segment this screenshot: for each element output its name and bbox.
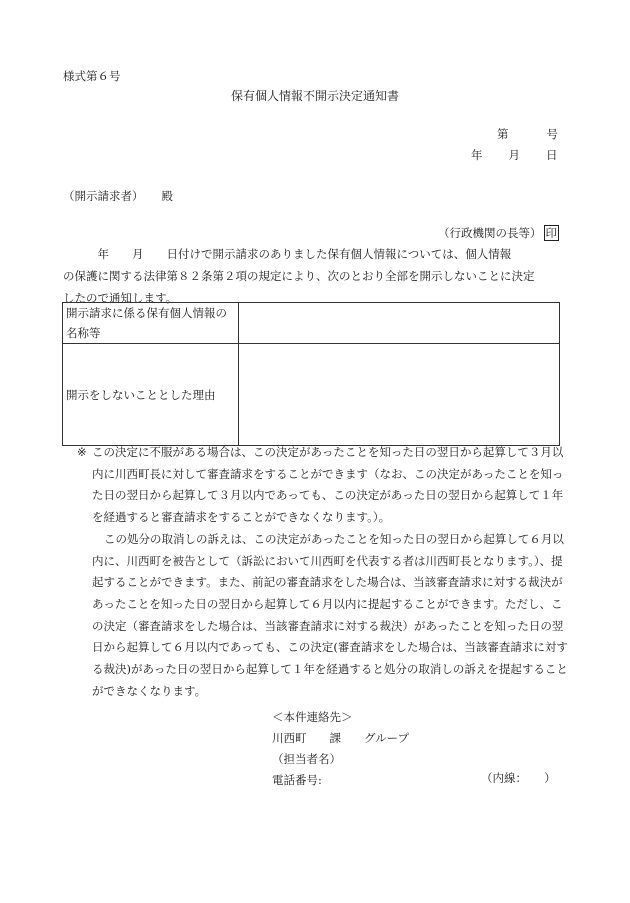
table-row — [63, 344, 560, 446]
issue-date — [471, 147, 558, 163]
document-title: 保有個人情報不開示決定通知書 — [230, 89, 399, 103]
decision-table — [62, 302, 560, 446]
note-mark: ※ — [77, 445, 87, 459]
intro-line-3: したので通知します。 — [63, 291, 178, 305]
note-appeal-text: この決定に不服がある場合は、この決定があったことを知った日の翌日から起算して３月以内に川西町長に対して審査請求をすることができます（なお、この決定があったことを知った日の翌日から起算して３月以内であっても、この決定があった日の翌日から起算して１年を経過すると審査請求をすることができなくなります。）。 — [92, 445, 564, 525]
document-number — [497, 126, 558, 142]
reason-value — [239, 344, 560, 446]
contact-extension: （内線： ） — [481, 771, 556, 785]
contact-phone: 電話番号: — [272, 773, 322, 787]
issuer-label: （行政機関の長等） — [438, 226, 542, 240]
date-year: 年 — [471, 148, 483, 162]
intro-line-1: 年 月 日付けで開示請求のありました保有個人情報については、個人情報 — [63, 247, 512, 261]
info-name-value — [239, 303, 560, 344]
date-day: 日 — [546, 148, 558, 162]
contact-person: （担当者名） — [272, 752, 341, 766]
note-lawsuit: この処分の取消しの訴えは、この決定があったことを知った日の翌日から起算して６月以内に、川西町を被告として（訴訟において川西町を代表する者は川西町長となります。）、提起することができます。また、前記の審査請求をした場合は、当該審査請求に対する裁決があったことを知った日の翌日から起算して６月以内に提起することができます。ただし、この決定（審査請求をした場合は、当該審査請求に対する裁決）があったことを知った日の翌日から起算して６月以内であっても、この決定(審査請求をした場合は、当該審査請求に対する裁決)があった日の翌日から起算して１年を経過すると処分の取消しの訴えを提起することができなくなります。 — [92, 531, 568, 698]
date-month: 月 — [508, 148, 520, 162]
addressee — [63, 188, 173, 204]
seal-mark: 印 — [545, 226, 557, 240]
intro-line-2: の保護に関する法律第８２条第２項の規定により、次のとおり全部を開示しないことに決定 — [63, 269, 535, 283]
contact-dept: 川西町 課 グループ — [272, 731, 410, 745]
info-name-label: 開示請求に係る保有個人情報の名称等 — [63, 303, 239, 344]
contact-heading: ＜本件連絡先＞ — [272, 710, 353, 724]
doc-number-suffix: 号 — [546, 127, 558, 141]
addressee-honorific: 殿 — [161, 189, 173, 203]
intro-paragraph — [63, 243, 568, 309]
contact-block — [272, 707, 409, 791]
addressee-label: （開示請求者） — [63, 189, 144, 203]
reason-label: 開示をしないこととした理由 — [63, 344, 239, 446]
issuer — [438, 225, 559, 241]
notes-section — [77, 442, 571, 702]
form-number: 様式第６号 — [63, 69, 121, 83]
doc-number-prefix: 第 — [497, 127, 509, 141]
note-appeal — [77, 442, 571, 529]
table-row — [63, 303, 560, 344]
